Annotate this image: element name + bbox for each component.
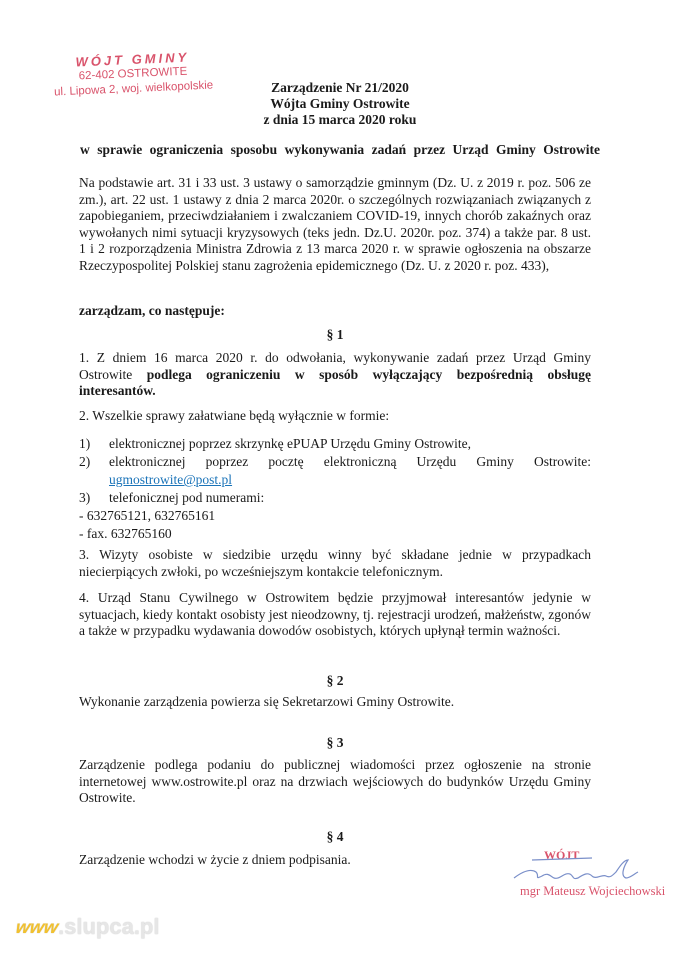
decree-statement: zarządzam, co następuje: [79, 303, 225, 318]
document-date: z dnia 15 marca 2020 roku [263, 112, 417, 127]
section-2-text: Wykonanie zarządzenia powierza się Sekretarzowi Gminy Ostrowite. [79, 694, 455, 709]
list-number: 3) [79, 490, 91, 505]
contact-forms-list [79, 435, 591, 543]
section-1-paragraph-4: 4. Urząd Stanu Cywilnego w Ostrowitem będzie przyjmował interesantów jedynie w sytuacjach, kiedy kontakt osobisty jest nieodzowny, tj. rejestracji urodzeń, małżeństw, zgonów a także w przypadku wydawania dowodów osobistych, których upłynął termin ważności. [79, 590, 591, 639]
section-4-heading: § 4 [326, 829, 344, 844]
list-item [79, 435, 591, 453]
document-issuer: Wójta Gminy Ostrowite [270, 96, 410, 111]
signature-name: mgr Mateusz Wojciechowski [520, 884, 666, 898]
section-2-heading: § 2 [326, 673, 344, 688]
stamp-line-1: WÓJT GMINY [75, 49, 190, 70]
list-text-block [109, 453, 591, 489]
section-1-paragraph-1 [79, 350, 591, 400]
watermark-logo [16, 914, 160, 940]
phone-numbers: - 632765121, 632765161 [79, 508, 216, 523]
handwritten-signature-icon [512, 854, 652, 888]
section-1-paragraph-2: 2. Wszelkie sprawy załatwiane będą wyłącznie w formie: [79, 408, 390, 423]
section-4-text: Zarządzenie wchodzi w życie z dniem podpisania. [79, 852, 351, 867]
document-title: Zarządzenie Nr 21/2020 [271, 80, 409, 95]
list-item [79, 453, 591, 489]
fax-number: - fax. 632765160 [79, 526, 172, 541]
list-text: elektronicznej poprzez skrzynkę ePUAP Urzędu Gminy Ostrowite, [109, 436, 472, 451]
preamble: Na podstawie art. 31 i 33 ust. 3 ustawy o samorządzie gminnym (Dz. U. z 2019 r. poz. 506 ze zm.), art. 22 ust. 1 ustawy z dnia 2 marca 2020r. o szczególnych rozwiązaniach związanych z zapobieganiem, przeciwdziałaniem i zwalczaniem COVID-19, innych chorób zakaźnych oraz wywołanych nimi sytuacji kryzysowych (teks jedn. Dz.U. 2020r. poz. 374) a także par. 8 ust. 1 i 2 rozporządzenia Ministra Zdrowia z 13 marca 2020 r. w sprawie ogłoszenia na obszarze Rzeczypospolitej Polskiej stanu zagrożenia epidemicznego (Dz. U. z 2020 r. poz. 433), [79, 175, 591, 273]
watermark-domain: .slupca.pl [58, 914, 160, 939]
list-text: elektronicznej poprzez pocztę elektroniczną Urzędu Gminy Ostrowite: [109, 454, 591, 469]
email-link[interactable]: ugmostrowite@post.pl [109, 472, 233, 487]
official-stamp [47, 48, 219, 100]
section-1-paragraph-3: 3. Wizyty osobiste w siedzibie urzędu winny być składane jednie w przypadkach niecierpiących zwłoki, po wcześniejszym kontakcie telefonicznym. [79, 547, 591, 579]
paragraph-1-bold-text: podlega ograniczeniu w sposób wyłączający bezpośrednią obsługę interesantów. [79, 366, 591, 399]
signature-block [520, 848, 666, 908]
paragraph-1-text: 1. Z dniem 16 marca 2020 r. do odwołania, wykonywanie zadań przez Urząd Gminy Ostrowite [79, 350, 591, 382]
list-text: telefonicznej pod numerami: [109, 490, 265, 505]
list-item [79, 489, 591, 507]
document-subject: w sprawie ograniczenia sposobu wykonywania zadań przez Urząd Gminy Ostrowite [80, 142, 600, 157]
section-1-heading: § 1 [326, 327, 344, 342]
document-header [240, 80, 440, 128]
signature-title: WÓJT [544, 848, 580, 862]
section-3-heading: § 3 [326, 735, 344, 750]
watermark-www-icon: www [14, 916, 60, 937]
stamp-line-3: ul. Lipowa 2, woj. wielkopolskie [53, 79, 214, 99]
list-number: 2) [79, 454, 91, 469]
list-number: 1) [79, 436, 91, 451]
section-3-text: Zarządzenie podlega podaniu do publicznej wiadomości przez ogłoszenie na stronie internetowej www.ostrowite.pl oraz na drzwiach wejściowych do budynków Urzędu Gminy Ostrowite. [79, 757, 591, 806]
stamp-line-2: 62-402 OSTROWITE [78, 65, 188, 83]
